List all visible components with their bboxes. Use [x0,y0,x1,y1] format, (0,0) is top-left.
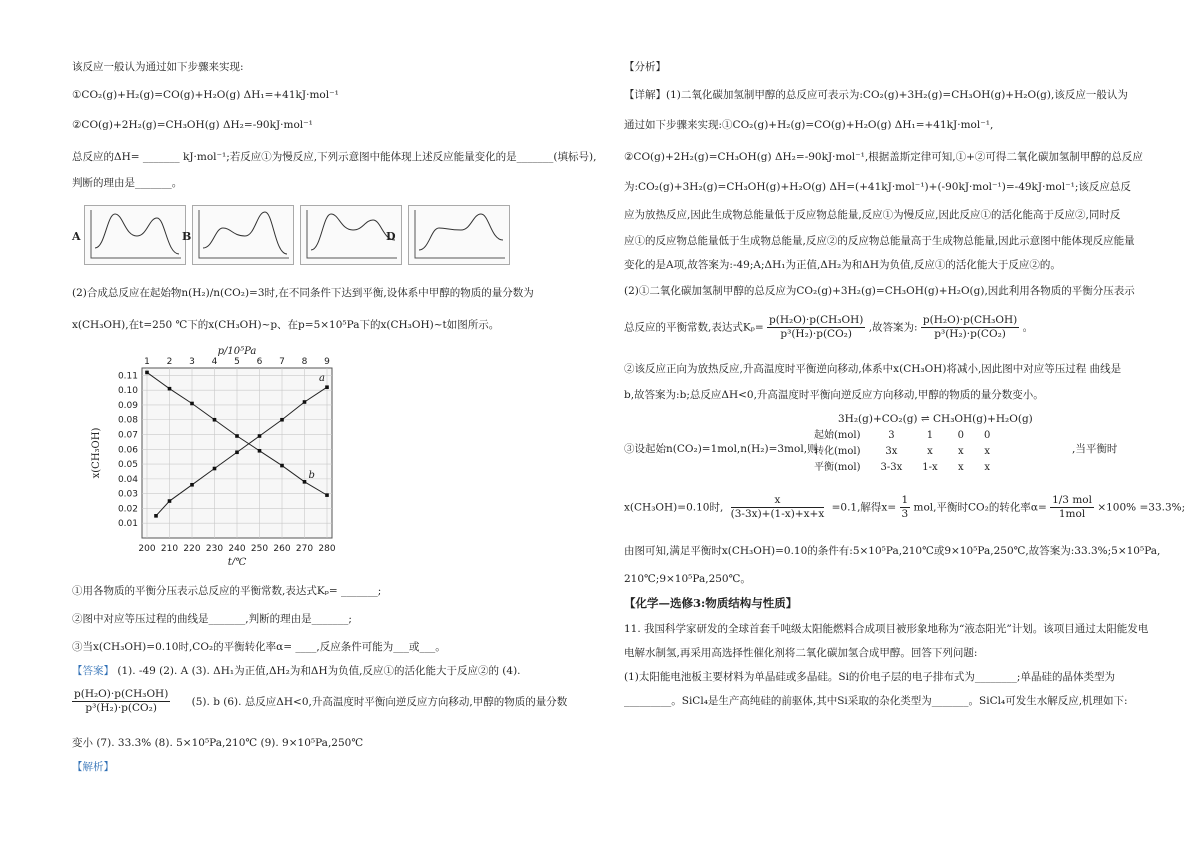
conv-text-a: x(CH₃OH)=0.10时, [624,501,724,514]
left-column [72,0,612,849]
question-2a: (2)合成总反应在起始物n(H₂)/n(CO₂)=3时,在不同条件下达到平衡,设体系中甲醇的物质的量分数为 [72,287,534,299]
sub-question-2: ②图中对应等压过程的曲线是_______,判断的理由是_______; [72,613,352,625]
data-point-a [154,514,158,518]
option-b-label: B [182,230,192,243]
energy-diagram-d-svg [409,206,509,264]
top-tick-label: 7 [279,357,285,367]
mole-frac-num: x [731,494,825,508]
ice-cell: x [984,446,991,457]
y-tick-label: 0.01 [117,519,138,530]
detail-9: ②该反应正向为放热反应,升高温度时平衡逆向移动,体系中x(CH₃OH)将减小,因此图中对应等压过程 曲线是 [624,363,1122,375]
y-tick-label: 0.05 [117,460,138,471]
mole-frac-den: (3-3x)+(1-x)+x+x [730,508,825,520]
ice-intro: ③设起始n(CO₂)=1mol,n(H₂)=3mol,则 [624,443,818,455]
conv-text-d: ×100% =33.3%; [1097,501,1186,514]
ice-row-label: 起始(mol) [814,430,861,441]
detail-1: 【详解】(1)二氧化碳加氢制甲醇的总反应可表示为:CO₂(g)+3H₂(g)=CH₃OH(g)+H₂O(g),该反应一般认为 [624,89,1128,101]
detail-6: 应①的反应物总能量低于生成物总能量,反应②的反应物总能量高于生成物总能量,因此示意图中能体现反应能量 [624,235,1135,247]
data-point-b [258,449,262,453]
data-point-a [325,385,329,389]
conv-text-b: =0.1,解得x= [831,501,897,514]
kp-fraction-2 [921,314,1019,341]
x-tick-label: 240 [228,544,246,554]
kp-numerator: p(H₂O)·p(CH₃OH) [74,688,169,700]
y-tick-label: 0.03 [117,489,138,500]
data-point-b [168,387,172,391]
question-1a: 总反应的ΔH= _______ kJ·mol⁻¹;若反应①为慢反应,下列示意图中能体现上述反应能量变化的是_______(填标号), [72,151,597,163]
energy-diagram-a [84,205,186,265]
top-tick-label: 4 [211,357,218,367]
series-label-a: a [319,373,325,385]
ice-cell: x [958,446,964,457]
step-1: ①CO₂(g)+H₂(g)=CO(g)+H₂O(g) ΔH₁=+41kJ·mol⁻¹ [72,89,339,101]
x-tick-label: 270 [295,544,314,554]
q11-line-4: _________。SiCl₄是生产高纯硅的前驱体,其中Si采取的杂化类型为_______。SiCl₄可发生水解反应,机理如下: [624,695,1128,707]
detail-8: (2)①二氧化碳加氢制甲醇的总反应为CO₂(g)+3H₂(g)=CH₃OH(g)+H₂O(g),因此利用各物质的平衡分压表示 [624,285,1135,297]
top-tick-label: 1 [144,357,150,367]
top-tick-label: 2 [166,357,173,367]
analysis-heading: 【分析】 [624,61,666,73]
section-heading: 【化学—选修3:物质结构与性质】 [624,596,798,610]
q11-line-2: 电解水制氢,再采用高选择性催化剂将二氧化碳加氢合成甲醇。回答下列问题: [624,647,978,659]
energy-diagram-d [408,205,510,265]
analysis-label: 【解析】 [72,761,114,773]
detail-4: 为:CO₂(g)+3H₂(g)=CH₃OH(g)+H₂O(g) ΔH=(+41kJ·mol⁻¹)+(-90kJ·mol⁻¹)=-49kJ·mol⁻¹;该反应总反 [624,181,1131,193]
data-point-b [280,464,284,468]
data-point-b [325,493,329,497]
detail-2: 通过如下步骤来实现:①CO₂(g)+H₂(g)=CO(g)+H₂O(g) ΔH₁=+41kJ·mol⁻¹, [624,119,994,131]
answer-line-3: 变小 (7). 33.3% (8). 5×10⁵Pa,210℃ (9). 9×10⁵Pa,250℃ [72,737,364,749]
series-label-b: b [308,469,315,481]
y-tick-label: 0.11 [117,371,138,382]
answer-label: 【答案】 [72,665,114,677]
x-tick-label: 210 [160,544,179,554]
right-column [624,0,1186,849]
kp1-numerator: p(H₂O)·p(CH₃OH) [769,314,864,326]
top-tick-label: 9 [324,357,330,367]
kp-denominator: p³(H₂)·p(CO₂) [85,702,157,714]
kp-fraction-1 [767,314,865,341]
kp-fraction [72,688,170,715]
top-axis-label: p/10⁵Pa [217,346,257,357]
alpha-frac [1050,494,1094,521]
ice-row-label: 平衡(mol) [814,462,861,473]
option-a-label: A [72,230,81,243]
detail-7: 变化的是A项,故答案为:-49;A;ΔH₁为正值,ΔH₂为和ΔH为负值,反应①的活化能大于反应②的。 [624,259,1061,271]
ice-after: ,当平衡时 [1072,443,1118,455]
answer-line-2 [72,688,567,715]
y-tick-label: 0.07 [117,430,138,441]
kp-line-text-b: ,故答案为: [868,321,918,334]
ice-cell: 3-3x [880,462,903,473]
equilibrium-equation: 3H₂(g)+CO₂(g) ⇌ CH₃OH(g)+H₂O(g) [838,413,1033,425]
kp-line: 总反应的平衡常数,表达式Kₚ= $\frac{\text{p(H₂O)·p(CH₃OH)}}{\text{p³(H₂)·p(CO₂)}}$ ,故答案为: $\frac{\text{p(H₂O)·p(CH₃OH)}}{\text{p³(H₂)·p(CO₂)}}$ 。 [624,314,1034,340]
x-tick-label: 200 [138,544,156,554]
energy-diagram-b [192,205,294,265]
top-tick-label: 3 [189,357,195,367]
answer-text-1: (1). -49 (2). A (3). ΔH₁为正值,ΔH₂为和ΔH为负值,反应①的活化能大于反应②的 (4). [117,665,521,677]
y-tick-label: 0.10 [117,386,138,397]
third-num: 1 [901,494,909,506]
ice-table [804,428,1000,476]
ice-row [804,428,1000,444]
data-point-b [190,402,194,406]
question-1b: 判断的理由是_______。 [72,177,183,189]
x-axis-label: t/℃ [227,557,247,565]
q11-line-1: 11. 我国科学家研发的全球首套千吨级太阳能燃料合成项目被形象地称为“液态阳光”计划。该项目通过太阳能发电 [624,623,1149,635]
ice-cell: 0 [984,430,991,441]
mole-fraction-expr [731,494,825,521]
answer-text-2: (5). b (6). 总反应ΔH<0,升高温度时平衡向逆反应方向移动,甲醇的物质的量分数 [191,695,568,708]
top-tick-label: 6 [256,357,263,367]
kp-line-text-a: 总反应的平衡常数,表达式Kₚ= [624,321,764,334]
question-2b: x(CH₃OH),在t=250 ℃下的x(CH₃OH)~p、在p=5×10⁵Pa下的x(CH₃OH)~t如图所示。 [72,319,500,331]
kp1-denominator: p³(H₂)·p(CO₂) [780,328,852,340]
ice-cell: x [958,462,964,473]
alpha-den: 1mol [1058,508,1086,520]
alpha-num: 1/3 mol [1052,494,1092,506]
data-point-a [258,434,262,438]
ice-cell: 0 [957,430,965,441]
detail-5: 应为放热反应,因此生成物总能量低于反应物总能量,反应①为慢反应,因此反应①的活化能高于反应②,同时反 [624,209,1121,221]
sub-question-1: ①用各物质的平衡分压表示总反应的平衡常数,表达式Kₚ= _______; [72,585,382,597]
ice-cell: 1 [926,430,934,441]
kp2-denominator: p³(H₂)·p(CO₂) [934,328,1006,340]
sub-question-3: ③当x(CH₃OH)=0.10时,CO₂的平衡转化率α= ____,反应条件可能为___或___。 [72,641,446,653]
data-point-b [303,480,307,484]
x-tick-label: 220 [183,544,201,554]
data-point-a [280,418,284,422]
data-point-a [168,499,172,503]
conversion-line [624,494,1185,521]
detail-12: 210℃;9×10⁵Pa,250℃。 [624,573,751,585]
ice-cell: x [927,446,933,457]
detail-10: b,故答案为:b;总反应ΔH<0,升高温度时平衡向逆反应方向移动,甲醇的物质的量分数变小。 [624,389,1044,401]
top-tick-label: 8 [301,357,308,367]
data-point-b [235,434,239,438]
y-tick-label: 0.09 [117,400,138,411]
equilibrium-chart [87,340,347,565]
third-frac [900,494,911,521]
energy-diagram-a-svg [85,206,185,264]
q11-line-3: (1)太阳能电池板主要材料为单晶硅或多晶硅。Si的价电子层的电子排布式为________;单晶硅的晶体类型为 [624,671,1115,683]
x-tick-label: 280 [318,544,336,554]
energy-diagram-b-svg [193,206,293,264]
x-tick-label: 250 [250,544,269,554]
y-tick-label: 0.02 [117,504,138,515]
y-tick-label: 0.08 [117,415,138,426]
ice-row [804,460,1000,476]
data-point-a [303,400,307,404]
y-tick-label: 0.04 [117,474,138,485]
ice-row [804,444,1000,460]
step-2: ②CO(g)+2H₂(g)=CH₃OH(g) ΔH₂=-90kJ·mol⁻¹ [72,119,313,131]
ice-cell: 3 [888,430,895,441]
data-point-b [213,418,217,422]
answer-line-1 [72,664,521,678]
conv-text-c: mol,平衡时CO₂的转化率α= [913,501,1047,514]
data-point-b [145,371,149,375]
y-tick-label: 0.06 [117,445,138,456]
detail-11: 由图可知,满足平衡时x(CH₃OH)=0.10的条件有:5×10⁵Pa,210℃或9×10⁵Pa,250℃,故答案为:33.3%;5×10⁵Pa, [624,545,1161,557]
ice-cell: 3x [885,446,898,457]
data-point-a [190,483,194,487]
ice-cell: x [984,462,991,473]
third-den: 3 [901,508,909,520]
intro-line: 该反应一般认为通过如下步骤来实现: [72,61,244,73]
top-tick-label: 5 [234,357,240,367]
data-point-a [235,450,239,454]
kp2-numerator: p(H₂O)·p(CH₃OH) [922,314,1018,326]
detail-3: ②CO(g)+2H₂(g)=CH₃OH(g) ΔH₂=-90kJ·mol⁻¹,根据盖斯定律可知,①+②可得二氧化碳加氢制甲醇的总反应 [624,151,1143,163]
y-axis-label: x(CH₃OH) [91,427,102,479]
option-d-label: D [386,230,396,243]
ice-row-label: 转化(mol) [814,446,861,457]
data-point-a [213,467,217,471]
x-tick-label: 260 [273,544,291,554]
x-tick-label: 230 [205,544,224,554]
ice-cell: 1-x [922,462,938,473]
